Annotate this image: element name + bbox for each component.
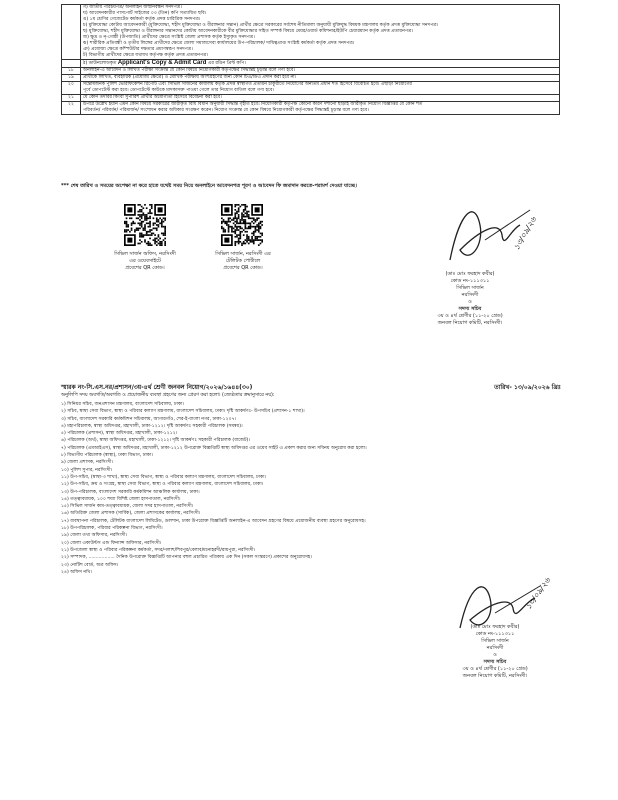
deadline-note: *** শেষ তারিখ ও সময়ের অপেক্ষা না করে হাতে যথেষ্ট সময় নিয়ে অনলাইনে আবেদনপত্র পূরণ ও আবেদন ফি জমাদান করতে-পরামর্শ দেওয়া যাচ্ছে।: [61, 183, 357, 189]
instructions-table: [61, 4, 560, 115]
row-line: ছ) মুক্তিযোদ্ধা, শহীদ মুক্তিযোদ্ধা ও বীরাঙ্গনার সন্তানদের কোটায় আবেদনকারীকে বীর মুক্তিযোদ্ধার সহিত সম্পর্ক বিষয়ে মেয়র/ওয়ার্ড কমিশনার/ইউপি চেয়ারম্যান কর্তৃক প্রদত্ত প্রত্যয়নপত্র।: [83, 29, 413, 34]
copy-recipient-item: ৯) জেলা প্রশাসক, নরসিংদী।: [61, 460, 114, 466]
copy-recipient-item: ৪) মহাপরিচালক, স্বাস্থ্য অধিদপ্তর, মহাখালী, ঢাকা-১২১২। দৃষ্টি আকর্ষণঃ সহকারী পরিচালক (সমন্বয়)।: [61, 423, 243, 429]
instruction-row: [62, 60, 560, 68]
row-line: সন্তোষজনক পুলিশ ভেরিফিকেশন রিপোর্ট এবং সিভিল সার্জনের কার্যালয় কর্তৃক প্রদত্ত স্বাস্থ্যগত প্রত্যয়ন চাকুরীতে নিয়োগের অন্যতম প্রধান শর্ত হিসেবে বিবেচিত হবে। এছাড়া নিয়োগের: [83, 82, 412, 87]
teletalk-qr-code: [221, 204, 263, 246]
copy-recipient-item: ১৯) জেলা তথ্য অফিসার, নরসিংদী।: [61, 533, 128, 539]
row-text: [81, 102, 560, 115]
copy-recipient-item: ২৪) অফিস নথি।: [61, 569, 93, 575]
copy-recipient-item: ১০) পুলিশ সুপার, নরসিংদী।: [61, 467, 113, 473]
website-qr-code: [124, 204, 166, 246]
row-line: ঠ) ডাউনলোডকৃত Applicant's Copy & Admit Card এর রঙিন প্রিন্ট কপি।: [83, 60, 246, 66]
row-number: ১৯: [62, 75, 81, 82]
copy-recipient-item: ১৮) উপপরিচালক, পরিবার পরিকল্পনা বিভাগ, নরসিংদী।: [61, 526, 163, 532]
copy-recipient-item: ৬) পরিচালক (অর্থ), স্বাস্থ্য অধিদপ্তর, মহাখালী, ঢাকা-১২১২। দৃষ্টি আকর্ষণঃ সহকারী পরিচালক (বাজেট)।: [61, 438, 250, 444]
row-number: ২০: [62, 82, 81, 95]
memo-date: তারিখ- ১৩/০৯/২০২৬ খ্রিঃ: [494, 384, 561, 391]
copy-recipient-item: ৭) পরিচালক (এমআইএস), স্বাস্থ্য অধিদপ্তর, মহাখালী, ঢাকা-১২১২ উপরোক্ত বিজ্ঞপ্তিটি স্বাস্থ্য অধিদপ্তর এর ওয়েব সাইট এ প্রকাশ করার জন্য সবিনয় অনুরোধ করা হলো।: [61, 445, 367, 451]
signature-block-top: (ডাঃ মোঃ ফরহাদ কবীর) কোড নং-১১১৩১১ সিভিল সার্জন নরসিংদী ও সদস্য সচিব ৩য় ও ৪র্থ শ্রেণীর (১১-২০ গ্রেড) জনবল নিয়োগ কমিটি, নরসিংদী।: [437, 271, 503, 326]
copy-recipient-item: ১৪) তত্ত্বাবধায়ক, ১০০ শয্যা বিশিষ্ট জেলা হাসপাতাল, নরসিংদী।: [61, 496, 181, 502]
row-line: যে কোন তদবির কিংবা সুপারিশ প্রার্থীর অযোগ্যতা হিসেবে বিবেচনা করা হবে।: [83, 95, 222, 100]
row-line: ঙ) ১ম শ্রেণির গেজেটেড কর্মকর্তা কর্তৃক প্রদত্ত চারিত্রিক সনদপত্র।: [83, 17, 201, 22]
row-line: অনলাইন-এ আবেদন ও লিখিত পরীক্ষা সংক্রান্ত যে কোন বিষয়ে নিয়োগকারী কর্তৃপক্ষের সিদ্ধান্তই চূড়ান্ত বলে গণ্য হবে।: [83, 68, 295, 73]
row-text: [81, 95, 560, 102]
copy-recipient-item: ৫) পরিচালক (প্রশাসন), স্বাস্থ্য অধিদপ্তর, মহাখালী, ঢাকা-১২১২।: [61, 431, 178, 437]
row-number: [62, 5, 81, 60]
row-line: ট) বিভাগীয় প্রার্থীদের ক্ষেত্রে যথাযথ কর্তৃপক্ষ কর্তৃক প্রদত্ত প্রত্যয়নপত্র।: [83, 53, 209, 58]
copy-recipient-item: ১) সিনিয়র সচিব, জনপ্রশাসন মন্ত্রণালয়, বাংলাদেশ সচিবালয়, ঢাকা।: [61, 402, 185, 407]
copy-recipient-item: ১৭) ব্যবস্থাপনা পরিচালক, টেলিটক বাংলাদেশ লিমিটেড, গুলশান, ঢাকা উপরোক্ত বিজ্ঞপ্তিটি অনলাইন-এ আবেদন গ্রহণের বিষয়ে প্রয়োজনীয় ব্যবস্থা গ্রহণের অনুরোধসহ।: [61, 518, 366, 524]
row-number: ২১: [62, 95, 81, 102]
copy-recipient-item: ২৩) নোটিশ বোর্ড, অত্র অফিস।: [61, 562, 119, 568]
copy-recipient-item: ১৫) সিভিল সার্জন কাম-তত্ত্বাবধায়ক, জেলা সদর হাসপাতাল, নরসিংদী।: [61, 504, 194, 510]
copy-intro: অনুলিপি সদয় অবগতি/অবগতি ও প্রয়োজনীয় ব্যবস্থা গ্রহণের জন্য প্রেরণ করা হলো। (জ্যেষ্ঠতার ক্রমানুসারে নয়):: [61, 393, 275, 398]
signature-block-bottom: (ডাঃ মোঃ ফরহাদ কবীর) কোড নং-১১১৩১১ সিভিল সার্জন নরসিংদী ও সদস্য সচিব ৩য় ও ৪র্থ শ্রেণীর (১১-২০ গ্রেড) জনবল নিয়োগ কমিটি, নরসিংদী।: [462, 624, 528, 679]
row-line: ঞ) প্রযোজ্য ক্ষেত্রে কম্পিউটার দক্ষতার প্রমাণস্বরূপ সনদপত্র।: [83, 47, 193, 52]
handwritten-date: ১৩/০৯/২৬: [511, 215, 539, 252]
copy-recipient-item: ৩) সচিব, বাংলাদেশ সরকারি কর্মকমিশন সচিবালয়, আগারগাঁও, শের-ই-বাংলা নগর, ঢাকা-১২০৭।: [61, 416, 237, 422]
copy-recipient-item: ৮) বিভাগীয় পরিচালক (স্বাস্থ্য), ঢাকা বিভাগ, ঢাকা।: [61, 453, 153, 459]
row-line: প্রার্থীকে লিখিত, ব্যবহারিক (প্রযোজ্য ক্ষেত্রে) ও মৌখিক পরীক্ষায় অংশগ্রহণের জন্য কোন টিএ/ডিএ প্রদান করা হবে না।: [83, 75, 297, 80]
instruction-row: [62, 82, 560, 95]
row-text: [81, 68, 560, 75]
memo-number: স্মারক নং-সি.এস.নর/প্রশাসন/৩য়-৪র্থ শ্রেণী জনবল নিয়োগ/২০২৬/১৬৪৪(৩০): [61, 384, 253, 391]
instruction-row: [62, 68, 560, 75]
row-line: পরিবর্তন/ পরিবর্ধন/ পরিমার্জন/ সংশোধন করার অধিকার সংরক্ষণ করেন। নিয়োগ সংক্রান্ত যে কোন বিষয়ে নিয়োগকারী কর্তৃপক্ষের সিদ্ধান্তই চূড়ান্ত বলে গণ্য হবে।: [83, 108, 369, 113]
instruction-row: [62, 5, 560, 60]
copy-recipient-item: ১৬) অতিরিক্ত জেলা প্রশাসক (সার্বিক), জেলা প্রশাসকের কার্যালয়, নরসিংদী।: [61, 511, 201, 517]
copy-recipient-item: ২২) সম্পাদক, .................. দৈনিক উপরোক্ত বিজ্ঞপ্তিটি আপনার বহুল প্রচারিত পত্রিকায় এক দিন (সকল সংস্করণে) প্রকাশের অনুরোধসহ।: [61, 555, 312, 561]
copy-recipient-item: ২) সচিব, স্বাস্থ্য সেবা বিভাগ, স্বাস্থ্য ও পরিবার কল্যাণ মন্ত্রণালয়, বাংলাদেশ সচিবালয়, ঢাকা। দৃষ্টি আকর্ষণঃ- উপসচিব (প্রশাসন-১ শাখা)।: [61, 409, 305, 415]
row-line: পূর্বে ডোপটেস্ট করা হবে। ডোপটেস্টে কাউকে মাদকাসক্ত পাওয়া গেলে তার নিয়োগ বাতিল বলে গণ্য হবে।: [83, 88, 275, 93]
instruction-row: [62, 95, 560, 102]
row-text: [81, 60, 560, 68]
row-line: গ) জাতীয় পরিচয়পত্র/ অনলাইন জন্মনিবন্ধন সনদপত্র।: [83, 5, 182, 10]
row-text: [81, 82, 560, 95]
row-number: ১৮: [62, 68, 81, 75]
row-number: ২২: [62, 102, 81, 115]
copy-recipient-item: ২১) উপজেলা স্বাস্থ্য ও পরিবার পরিকল্পনা কর্মকর্তা, সদর/পলাশ/শিবপুর/বেলাব/মনোহরদী/রায়পুরা, নরসিংদী।: [61, 547, 256, 553]
instruction-row: [62, 102, 560, 115]
copy-recipient-item: ১২) উপ-সচিব, ক্রয় ও সংগ্রহ, স্বাস্থ্য সেবা বিভাগ, স্বাস্থ্য ও পরিবার কল্যাণ মন্ত্রণালয়, বাংলাদেশ সচিবালয়, ঢাকা।: [61, 482, 264, 488]
copy-recipient-item: ১৩) উপ-পরিচালক, বাংলাদেশ সরকারি কর্মকমিশন আঞ্চলিক কার্যালয়, ঢাকা।: [61, 489, 200, 495]
row-text: [81, 75, 560, 82]
row-line: ঘ) আবেদনকারীর পাসপোর্ট সাইজের ০৩ (তিন) কপি সত্যায়িত ছবি।: [83, 11, 207, 16]
row-line: উপরে উল্লেখ হয়নি এমন কোন বিষয়ে সরকারের জারীকৃত বিধি বিধান অনুযায়ী সিদ্ধান্ত গৃহীত হবে। নিয়োগকারী কর্তৃপক্ষ কোনো কারণ দর্শানো ছাড়াই জারীকৃত নিয়োগ বিজ্ঞপ্তির যে কোন শর্ত: [83, 102, 423, 107]
copy-recipient-item: ২০) জেলা একাউন্টস এন্ড ফিন্যান্স অফিসার, নরসিংদী।: [61, 540, 162, 546]
row-text: [81, 5, 560, 60]
instruction-row: [62, 75, 560, 82]
copy-recipient-list: [61, 401, 571, 576]
row-line: জ) ক্ষুদ্র ও নৃ-গোষ্ঠী (উপজাতি) প্রার্থীদের ক্ষেত্রে সংশ্লিষ্ট জেলা প্রশাসক কর্তৃক ইস্যুকৃত সনদপত্র।: [83, 35, 255, 40]
handwritten-date-bottom: ১৩/০৯/২৬: [523, 575, 553, 612]
website-qr-caption: সিভিল সার্জন অফিস, নরসিংদী এর ওয়েবসাইটে প্রবেশের QR কোড।: [114, 251, 176, 271]
row-line: ঝ) শারীরিক প্রতিবন্ধী ও তৃতীয় লিঙ্গের প্রার্থীদের ক্ষেত্রে জেলা সমাজসেবা কার্যালয়ের উপ-পরিচালক/ দায়িত্বপ্রাপ্ত সংশ্লিষ্ট কর্মকর্তা কর্তৃক প্রদত্ত সনদপত্র।: [83, 41, 355, 46]
copy-recipient-item: ১১) উপ-সচিব, (স্বাস্থ্য-৩ শাখা), স্বাস্থ্য সেবা বিভাগ, স্বাস্থ্য ও পরিবার কল্যাণ মন্ত্রণালয়, বাংলাদেশ সচিবালয়, ঢাকা।: [61, 474, 267, 480]
teletalk-qr-caption: সিভিল সার্জন, নরসিংদী এর টেলিটক পোর্টালে প্রবেশের QR কোড।: [215, 251, 271, 271]
row-line: চ) মুক্তিযোদ্ধা কোটায় আবেদনকারী (মুক্তিযোদ্ধা, শহীদ মুক্তিযোদ্ধা ও বীরাঙ্গনার সন্তান) প্রার্থীর ক্ষেত্রে সরকারের সর্বশেষ নীতিমালা অনুযায়ী মুক্তিযুদ্ধ বিষয়ক মন্ত্রণালয় কর্তৃক প্রদত্ত মুক্তিযোদ্ধা সনদপত্র।: [83, 23, 439, 28]
row-number: [62, 60, 81, 68]
